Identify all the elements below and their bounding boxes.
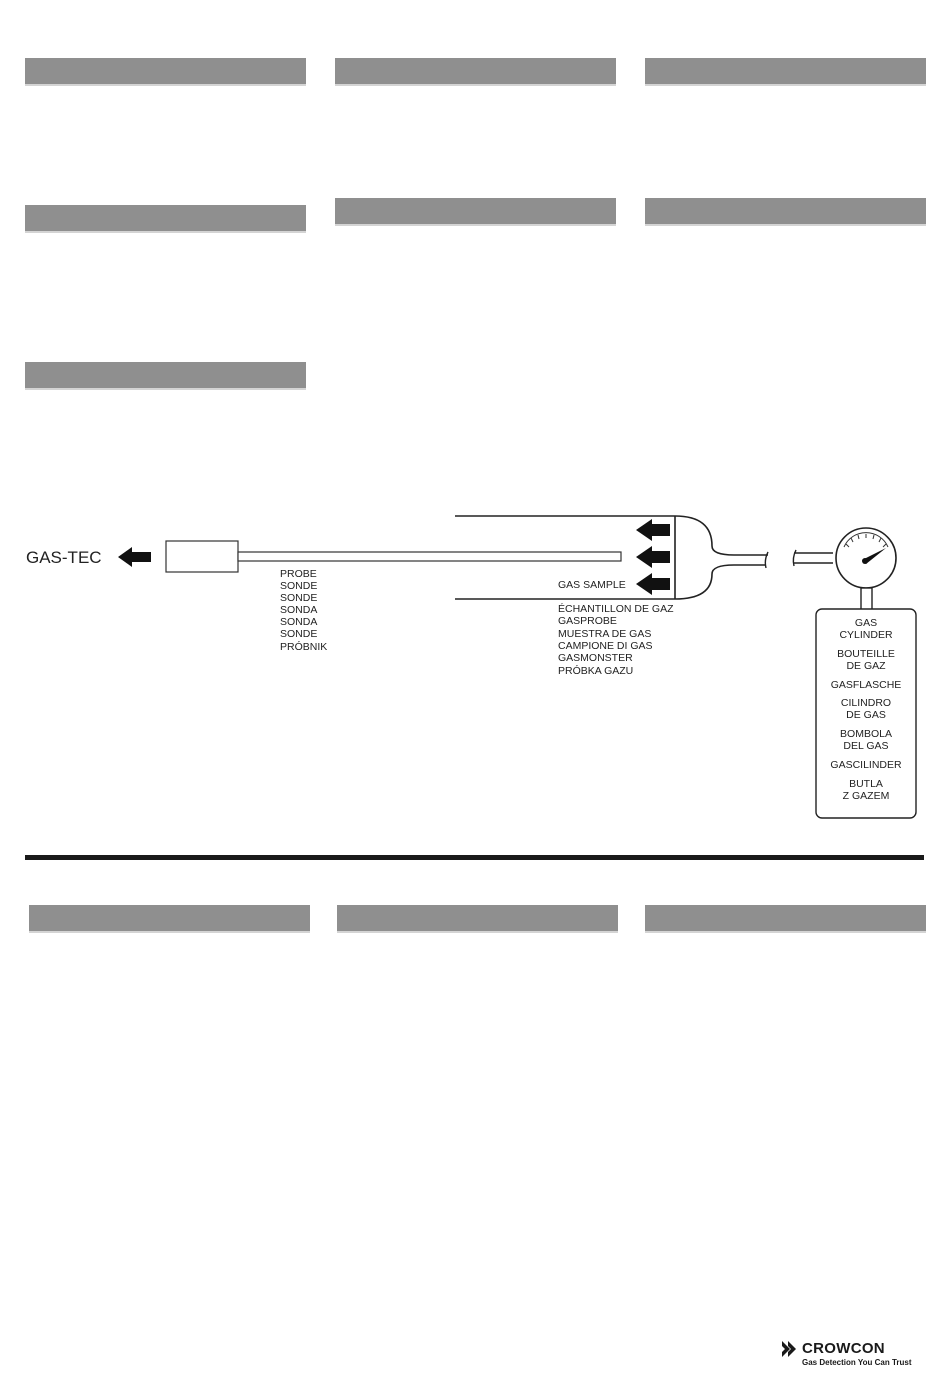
cylinder-label: DE GAZ [846, 660, 886, 672]
connecting-tube [734, 552, 768, 568]
gas-sample-label-group [558, 602, 674, 677]
gas-tec-label: GAS-TEC [26, 548, 102, 567]
cylinder-label: GAS [854, 617, 878, 629]
logo-wordmark: CROWCON [802, 1340, 885, 1357]
section-header-bar [25, 58, 306, 86]
left-arrow-icon [118, 547, 151, 567]
cylinder-label: BOMBOLA [840, 728, 892, 740]
section-header-bar [645, 58, 926, 86]
section-header-bar [337, 905, 618, 933]
probe-label: PROBE [280, 568, 317, 580]
gas-sample-translation: MUESTRA DE GAS [558, 628, 652, 640]
cylinder-label: GASCILINDER [830, 759, 902, 771]
probe-label: PRÓBNIK [280, 641, 328, 653]
gas-sample-label: GAS SAMPLE [558, 579, 626, 591]
cylinder-label: Z GAZEM [842, 790, 890, 802]
section-header-bar [25, 205, 306, 233]
section-header-bar [645, 198, 926, 226]
cylinder-neck [861, 588, 872, 610]
section-divider [25, 855, 924, 860]
probe-label: SONDE [280, 592, 318, 604]
section-header-bar [29, 905, 310, 933]
probe-label: SONDA [280, 604, 318, 616]
cylinder-label: DE GAS [846, 709, 886, 721]
gauge-hub [862, 558, 868, 564]
probe-tube [238, 552, 621, 561]
probe-label-group [280, 568, 327, 653]
cylinder-label: GASFLASCHE [830, 679, 902, 691]
gas-sample-translation: GASPROBE [558, 615, 617, 627]
cylinder-label: BUTLA [849, 778, 883, 790]
gas-sample-translation: ÉCHANTILLON DE GAZ [558, 603, 674, 615]
gas-sampling-diagram [0, 500, 950, 830]
left-arrow-icon [636, 546, 670, 568]
cylinder-label: CYLINDER [839, 629, 893, 641]
cylinder-label: CILINDRO [840, 697, 892, 709]
gas-sample-translation: GASMONSTER [558, 652, 633, 664]
left-arrow-icon [636, 573, 670, 595]
left-arrow-icon [636, 519, 670, 541]
section-header-bar [335, 58, 616, 86]
crowcon-logo [782, 1340, 924, 1367]
cylinder-label: DEL GAS [843, 740, 889, 752]
probe-handle [166, 541, 238, 572]
section-header-bar [335, 198, 616, 226]
section-header-bar [25, 362, 306, 390]
crowcon-chevron-icon [782, 1341, 798, 1357]
probe-label: SONDE [280, 628, 318, 640]
probe-label: SONDE [280, 580, 318, 592]
logo-tagline: Gas Detection You Can Trust [802, 1358, 912, 1367]
gas-sample-translation: PRÓBKA GAZU [558, 665, 634, 677]
cylinder-label: BOUTEILLE [837, 648, 895, 660]
section-header-bar [645, 905, 926, 933]
probe-label: SONDA [280, 616, 318, 628]
gas-sample-translation: CAMPIONE DI GAS [558, 640, 653, 652]
connecting-tube [793, 550, 833, 566]
